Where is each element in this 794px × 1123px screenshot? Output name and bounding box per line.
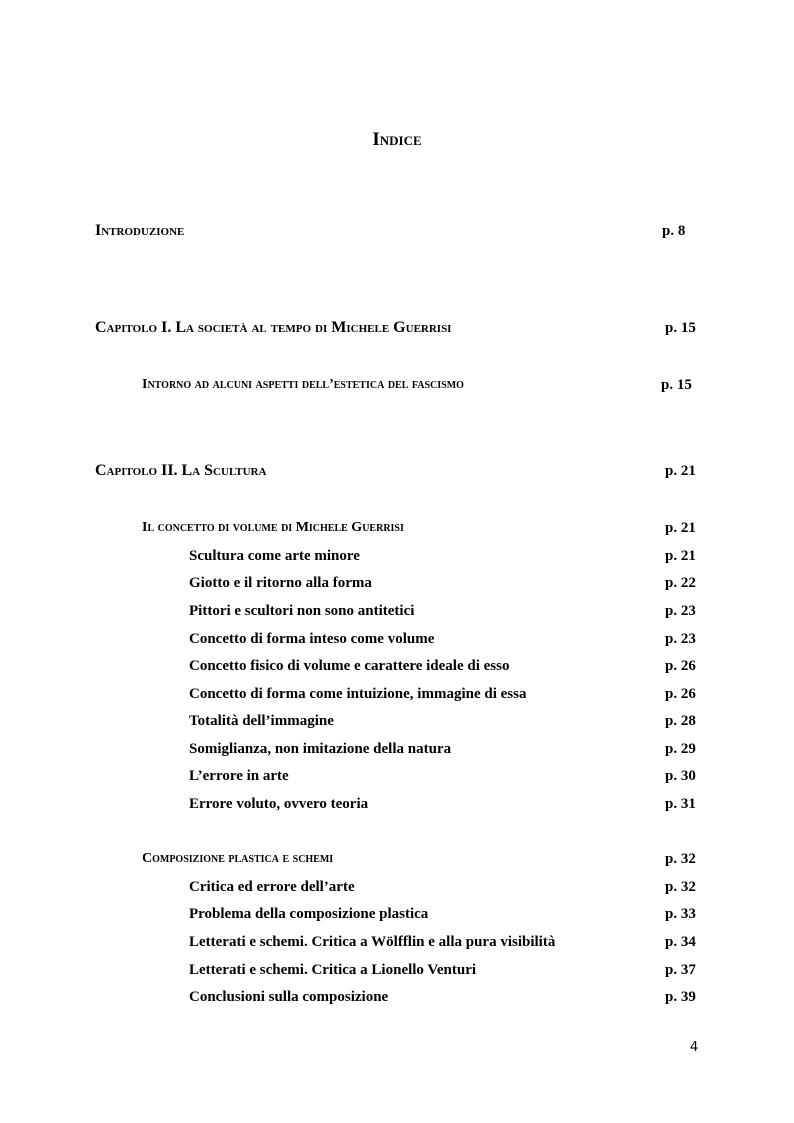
toc-entry-label: Errore voluto, ovvero teoria [189,796,369,812]
toc-entry-page: p. 39 [665,989,696,1005]
toc-entry-item [0,600,794,622]
toc-entry-label: Intorno ad alcuni aspetti dell’estetica del fascismo [142,377,464,392]
toc-entry-page: p. 32 [665,879,696,895]
toc-entry-label: Capitolo II. La Scultura [95,462,267,479]
toc-entry-page: p. 15 [665,320,696,336]
toc-entry-label: Totalità dell’immagine [189,713,334,729]
toc-entry-page: p. 15 [661,377,692,393]
toc-entry-label: Somiglianza, non imitazione della natura [189,741,452,757]
toc-entry-item [0,545,794,567]
toc-entry-chapter-1 [0,317,794,339]
toc-entry-label: Conclusioni sulla composizione [189,989,389,1005]
toc-entry-label: Capitolo I. La società al tempo di Michele Guerrisi [95,319,452,336]
toc-entry-item [0,655,794,677]
toc-entry-label: Introduzione [95,222,185,239]
toc-entry-item [0,903,794,925]
toc-entry-label: Composizione plastica e schemi [142,851,334,866]
toc-entry-page: p. 32 [665,851,696,867]
toc-entry-item [0,738,794,760]
toc-entry-item [0,683,794,705]
toc-entry-section-estetica-fascismo [0,374,794,396]
toc-entry-page: p. 26 [665,686,696,702]
toc-entry-item [0,710,794,732]
toc-entry-label: Giotto e il ritorno alla forma [189,575,372,591]
toc-entry-introduzione [0,220,794,242]
toc-entry-chapter-2 [0,460,794,482]
toc-entry-page: p. 28 [665,713,696,729]
toc-entry-page: p. 8 [662,223,686,239]
toc-entry-item [0,931,794,953]
toc-entry-item [0,793,794,815]
toc-entry-page: p. 21 [665,463,696,479]
toc-entry-item [0,572,794,594]
toc-entry-page: p. 33 [665,906,696,922]
toc-entry-item [0,986,794,1008]
toc-entry-label: Letterati e schemi. Critica a Lionello Venturi [189,962,477,978]
toc-entry-section-composizione [0,848,794,870]
toc-entry-page: p. 37 [665,962,696,978]
toc-entry-page: p. 23 [665,631,696,647]
toc-entry-page: p. 34 [665,934,696,950]
toc-entry-page: p. 30 [665,768,696,784]
toc-entry-item [0,959,794,981]
toc-entry-item [0,628,794,650]
toc-entry-label: Concetto di forma inteso come volume [189,631,435,647]
toc-entry-page: p. 26 [665,658,696,674]
toc-entry-page: p. 23 [665,603,696,619]
toc-entry-page: p. 22 [665,575,696,591]
toc-entry-label: Critica ed errore dell’arte [189,879,355,895]
toc-entry-label: Scultura come arte minore [189,548,360,564]
toc-entry-page: p. 21 [665,520,696,536]
toc-entry-label: L’errore in arte [189,768,289,784]
toc-entry-item [0,765,794,787]
page-title: Indice [372,129,422,150]
toc-entry-label: Letterati e schemi. Critica a Wölfflin e alla pura visibilità [189,934,556,950]
toc-entry-label: Concetto fisico di volume e carattere ideale di esso [189,658,510,674]
toc-entry-label: Il concetto di volume di Michele Guerrisi [142,520,404,535]
toc-entry-section-concetto-volume [0,517,794,539]
toc-entry-label: Pittori e scultori non sono antitetici [189,603,415,619]
toc-entry-page: p. 21 [665,548,696,564]
page-number: 4 [690,1040,699,1055]
toc-entry-item [0,876,794,898]
toc-entry-page: p. 31 [665,796,696,812]
toc-entry-label: Concetto di forma come intuizione, immagine di essa [189,686,527,702]
toc-entry-page: p. 29 [665,741,696,757]
toc-entry-label: Problema della composizione plastica [189,906,429,922]
